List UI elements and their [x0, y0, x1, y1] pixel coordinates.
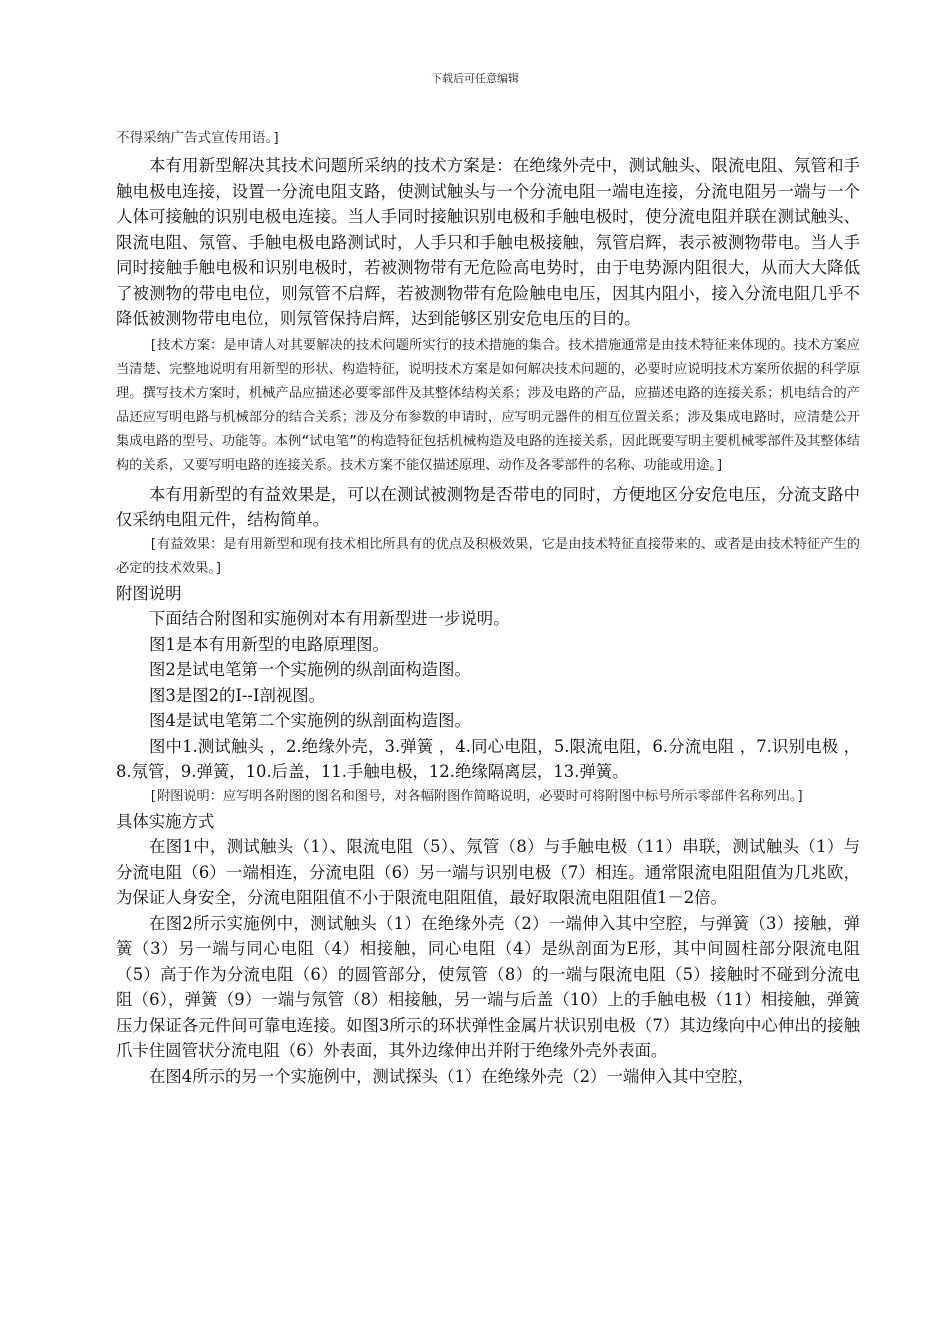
figures-note: [附图说明：应写明各附图的图名和图号，对各幅附图作简略说明，必要时可将附图中标号所示零部件名称列出。] [149, 788, 805, 804]
figure-item-1: 图1是本有用新型的电路原理图。 [149, 634, 389, 654]
benefit-paragraph: 本有用新型的有益效果是，可以在测试被测物是否带电的同时，方便地区分安危电压，分流支路中仅采纳电阻元件，结构简单。 [116, 484, 860, 529]
benefit-note: [有益效果：是有用新型和现有技术相比所具有的优点及积极效果，它是由技术特征直接带来的、或者是由技术特征产生的必定的技术效果。] [116, 536, 860, 576]
figure-labels: 图中1.测试触头 ，2.绝缘外壳，3.弹簧 ，4.同心电阻，5.限流电阻，6.分流电阻 ，7.识别电极 ，8.氖管，9.弹簧，10.后盖，11.手触电极，12.绝缘隔离层，13.弹簧。 [116, 736, 860, 781]
figures-heading: 附图说明 [116, 583, 182, 603]
figure-item-4: 图4是试电笔第二个实施例的纵剖面构造图。 [149, 711, 471, 730]
tech-solution-paragraph: 本有用新型解决其技术问题所采纳的技术方案是：在绝缘外壳中，测试触头、限流电阻、氖管和手触电极电连接，设置一分流电阻支路，使测试触头与一个分流电阻一端电连接，分流电阻另一端与一个人体可接触的识别电极电连接。当人手同时接触识别电极和手触电极时，使分流电阻并联在测试触头、限流电阻、氖管、手触电极电路测试时，人手只和手触电极接触，氖管启辉，表示被测物带电。当人手同时接触手触电极和识别电极时，若被测物带有无危险高电势时，由于电势源内阻很大，从而大大降低了被测物的带电电位，则氖管不启辉，若被测物带有危险触电电压，因其内阻小，接入分流电阻几乎不降低被测物带电电位，则氖管保持启辉，达到能够区别安危电压的目的。 [116, 156, 860, 328]
page-header: 下载后可任意编辑 [431, 72, 519, 85]
note-continued: 不得采纳广告式宣传用语。] [116, 130, 281, 146]
figure-item-3: 图3是图2的I--I剖视图。 [149, 685, 326, 705]
embodiment-heading: 具体实施方式 [116, 811, 215, 831]
tech-solution-note: [技术方案：是申请人对其要解决的技术问题所实行的技术措施的集合。技术措施通常是由技术特征来体现的。技术方案应当清楚、完整地说明有用新型的形状、构造特征，说明技术方案是如何解决技术问题的，必要时应说明技术方案所依据的科学原理。撰写技术方案时，机械产品应描述必要零部件及其整体结构关系；涉及电路的产品，应描述电路的连接关系；机电结合的产品还应写明电路与机械部分的结合关系；涉及分布参数的申请时，应写明元器件的相互位置关系；涉及集成电路时，应清楚公开集成电路的型号、功能等。本例“试电笔”的构造特征包括机械构造及电路的连接关系，因此既要写明主要机械零部件及其整体结构的关系，又要写明电路的连接关系。技术方案不能仅描述原理、动作及各零部件的名称、功能或用途。] [116, 337, 860, 473]
figure-item-2: 图2是试电笔第一个实施例的纵剖面构造图。 [149, 660, 471, 679]
document-body [116, 125, 860, 1089]
figures-intro: 下面结合附图和实施例对本有用新型进一步说明。 [149, 609, 510, 628]
embodiment-paragraph-1: 在图1中，测试触头（1）、限流电阻（5）、氖管（8）与手触电极（11）串联，测试触头（1）与分流电阻（6）一端相连，分流电阻（6）另一端与识别电极（7）相连。通常限流电阻阻值为几兆欧，为保证人身安全，分流电阻阻值不小于限流电阻阻值，最好取限流电阻阻值1－2倍。 [116, 837, 860, 907]
embodiment-paragraph-2: 在图2所示实施例中，测试触头（1）在绝缘外壳（2）一端伸入其中空腔，与弹簧（3）接触，弹簧（3）另一端与同心电阻（4）相接触，同心电阻（4）是纵剖面为E形，其中间圆柱部分限流电阻（5）高于作为分流电阻（6）的圆管部分，使氖管（8）的一端与限流电阻（5）接触时不碰到分流电阻（6），弹簧（9）一端与氖管（8）相接触，另一端与后盖（10）上的手触电极（11）相接触，弹簧压力保证各元件间可靠电连接。如图3所示的环状弹性金属片状识别电极（7）其边缘向中心伸出的接触爪卡住圆管状分流电阻（6）外表面，其外边缘伸出并附于绝缘外壳外表面。 [116, 913, 860, 1060]
embodiment-paragraph-3: 在图4所示的另一个实施例中，测试探头（1）在绝缘外壳（2）一端伸入其中空腔， [149, 1066, 754, 1086]
